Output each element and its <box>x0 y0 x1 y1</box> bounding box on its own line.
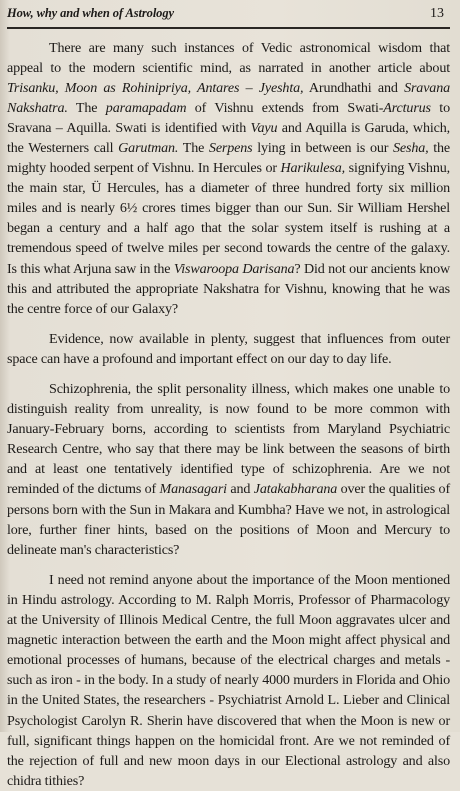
italic-term: paramapadam <box>105 99 187 116</box>
page-header <box>7 6 450 26</box>
text-run: Evidence, now available in plenty, suggest that influences from outer space can have a profound and important effect on our day to day life. <box>7 330 450 367</box>
italic-term: Jatakabharana <box>253 481 338 498</box>
text-run: Schizophrenia, the split personality illness, which makes one unable to distinguish reality from unreality, is now found to be more common with January-February borns, according to scientists from Maryland Psychiatric Research Centre, who say that there may be link between the seasons of birth and at least one tentatively identified type of schizophrenia. Are we not reminded of the dictums of <box>7 381 450 498</box>
text-run: lying in between is our <box>252 139 393 156</box>
text-run: and Aquilla is Garuda, which, the Westerners call <box>7 119 450 156</box>
running-head: How, why and when of Astrology <box>7 6 174 20</box>
italic-term: Viswaroopa Darisana <box>173 260 295 277</box>
paragraph-evidence <box>7 329 450 369</box>
text-run: and <box>226 481 254 498</box>
italic-term: Arcturus <box>383 99 431 116</box>
text-run: the mighty hooded serpent of Vishnu. In Hercules or <box>7 139 450 177</box>
page-body <box>7 38 450 791</box>
text-run: The <box>67 99 106 116</box>
italic-term: Garutman. <box>118 139 179 156</box>
text-run: of Vishnu extends from Swati- <box>186 99 384 116</box>
italic-term: Manasagari <box>159 481 227 498</box>
italic-term: Sravana Nakshatra. <box>7 79 450 116</box>
text-run: There are many such instances of Vedic astronomical wisdom that appeal to the modern scientific mind, as narrated in another article about <box>7 39 450 76</box>
text-run: The <box>178 139 209 156</box>
header-rule <box>7 27 450 29</box>
italic-term: Serpens <box>208 139 253 156</box>
text-run: to Sravana – Aquilla. Swati is identified with <box>7 99 450 136</box>
paragraph-vedic-wisdom <box>7 38 450 319</box>
italic-term: Vayu <box>250 119 278 136</box>
italic-term: Trisanku, Moon as Rohinipriya, Antares – Jyeshta, <box>7 79 304 96</box>
paragraph-moon-importance <box>7 570 450 791</box>
page-number: 13 <box>430 6 444 21</box>
italic-term: Harikulesa, <box>280 160 346 177</box>
text-run: Arundhathi and <box>303 79 405 96</box>
text-run: I need not remind anyone about the importance of the Moon mentioned in Hindu astrology. According to M. Ralph Morris, Professor of Pharmacology at the University of Illinois Medical Centre, the full Moon aggravates ulcer and magnetic interaction between the earth and the Moon might affect physical and emotional processes of humans, because of the electrical charges and metals - such as iron - in the body. In a study of nearly 4000 murders in Florida and Ohio in the United States, the researchers - Psychiatrist Arnold L. Lieber and Clinical Psychologist Carolyn R. Sherin have discovered that when the Moon is new or full, significant things happen on the homicidal front. Are we not reminded of the rejection of full and new moon days in our Electional astrology and also chidra tithies? <box>7 571 450 789</box>
text-run: over the qualities of persons born with the Sun in Makara and Kumbha? Have we not, in astrological lore, further finer hints, based on the positions of Moon and Mercury to delineate man's characteristics? <box>7 481 450 558</box>
text-run: ? Did not our ancients know this and attributed the appropriate Nakshatra for Vishnu, knowing that he was the centre force of our Galaxy? <box>7 260 450 317</box>
text-run: signifying Vishnu, the main star, Ü Hercules, has a diameter of three hundred forty six million miles and is nearly 6½ crores times bigger than our Sun. Sir William Hershel began a century and a half ago that the solar system itself is rushing at a tremendous speed of twelve miles per second towards the centre of the galaxy. Is this what Arjuna saw in the <box>7 160 450 277</box>
italic-term: Sesha, <box>393 139 429 156</box>
paragraph-schizophrenia <box>7 379 450 560</box>
